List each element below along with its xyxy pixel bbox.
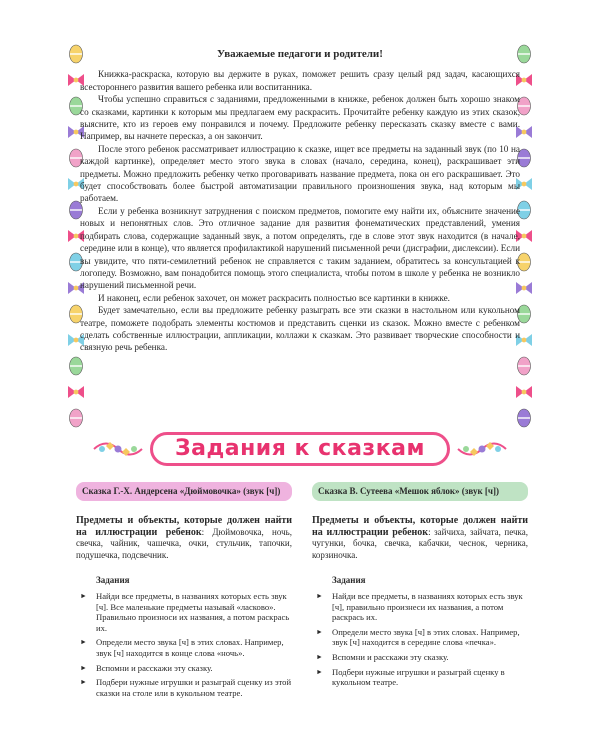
bullet-arrow-icon: ► xyxy=(316,652,323,661)
bow-icon xyxy=(516,386,532,398)
objects-list: : зайчиха, зайчата, печка, чугунки, бочка, свечка, кабачки, чеснок, черника, корзиночка. xyxy=(312,526,528,560)
story-column-right xyxy=(312,482,528,692)
tasks-title: Задания xyxy=(96,575,130,586)
story-heading: Сказка В. Сутеева «Мешок яблок» (звук [ч]) xyxy=(312,482,528,501)
intro-title: Уважаемые педагоги и родители! xyxy=(217,48,383,60)
objects-lead: Предметы и объекты, которые должен найти на иллюстрации ребенок xyxy=(76,515,292,538)
task-item: ► Подбери нужные игрушки и разыграй сценку из этой сказки на столе или в кукольном театре. xyxy=(80,677,292,698)
objects-paragraph xyxy=(76,515,292,561)
task-item: ► Определи место звука [ч] в этих словах. Например, звук [ч] находится в конце слова «ночь». xyxy=(80,637,284,658)
task-item: ► Вспомни и расскажи эту сказку. xyxy=(80,662,213,673)
bullet-arrow-icon: ► xyxy=(80,638,87,647)
tasks-list xyxy=(76,591,292,698)
intro-paragraph: После этого ребенок рассматривает иллюстрацию к сказке, ищет все предметы на заданный звук (по 10 на каждой картинке), определяет место этого звука в словах (начало, середина, конец), раскрашивает эти предметы. Можно предложить ребенку четко проговаривать название предмета, пока он его раскрашивает. Это будет способствовать более быстрой автоматизации правильного произношения звука, над которым мы работаем. xyxy=(80,143,520,204)
right-flourish-icon xyxy=(456,436,508,462)
objects-paragraph xyxy=(312,515,528,561)
easter-egg-icon xyxy=(518,357,531,375)
intro-paragraph: Чтобы успешно справиться с заданиями, предложенными в книжке, ребенок должен быть хорошо знаком со сказками, картинки к которым мы предлагаем ему раскрасить. Прочитайте ребенку каждую из этих сказок, выясните, кто из героев ему понравился и почему. Предложите ребенку пересказать сказку вместе с вами. Например, вы начнете пересказ, а он закончит. xyxy=(80,94,520,142)
task-item: ► Определи место звука [ч] в этих словах. Например, звук [ч] находится в середине слова «печка». xyxy=(316,626,520,648)
bullet-arrow-icon: ► xyxy=(316,591,323,600)
left-flourish-icon xyxy=(92,436,144,462)
bullet-arrow-icon: ► xyxy=(316,667,323,676)
bullet-arrow-icon: ► xyxy=(80,663,87,672)
task-item: ► Вспомни и расскажи эту сказку. xyxy=(316,651,449,662)
bullet-arrow-icon: ► xyxy=(316,627,323,636)
story-column-left xyxy=(76,482,292,702)
section-banner xyxy=(90,430,510,468)
easter-egg-icon xyxy=(518,409,531,427)
easter-egg-icon xyxy=(70,357,83,375)
intro-paragraph: Если у ребенка возникнут затруднения с поиском предметов, помогите ему найти их, объясните значение новых и непонятных слов. Это отличное задание для развития фонематических представлений, умения подбирать слова, содержащие заданный звук, а потом определять, где в слове этот звук находится (в начале, середине или в конце), что является профилактикой нарушений письменной речи (дисграфии, дислексии). Если вы увидите, что пяти-семилетний ребенок не справляется с таким заданием, обратитесь за консультацией к логопеду. Возможно, вам понадобится помощь этого специалиста, чтобы потом в школе у ребенка не возникло нарушений письменной речи. xyxy=(80,205,520,291)
task-item: ► Найди все предметы, в названиях которых есть звук [ч], правильно произнеси их названия, а потом раскрась их. xyxy=(316,590,523,623)
tasks-title: Задания xyxy=(332,575,366,586)
tasks-list xyxy=(312,591,528,688)
intro-paragraph: Книжка-раскраска, которую вы держите в руках, поможет решить сразу целый ряд задач, касающихся всестороннего развития вашего ребенка или воспитанника. xyxy=(80,69,520,92)
intro-paragraph: Будет замечательно, если вы предложите ребенку разыграть все эти сказки в настольном или кукольном театре, поможете подобрать элементы костюмов и представить сценки из сказок. Можно вместе с ребенком сделать собственные иллюстрации, аппликации, коллажи к сказкам. Это развивает творческие способности и связную речь ребенка. xyxy=(80,305,520,353)
bow-icon xyxy=(68,386,84,398)
task-item: ► Найди все предметы, в названиях которых есть звук [ч]. Все маленькие предметы называй «ласково». Правильно произноси их названия, а потом раскрась их. xyxy=(80,590,290,633)
easter-egg-icon xyxy=(70,409,83,427)
task-item: ► Подбери нужные игрушки и разыграй сценку в кукольном театре. xyxy=(316,666,505,688)
story-heading: Сказка Г.-Х. Андерсена «Дюймовочка» (звук [ч]) xyxy=(76,482,292,501)
objects-lead: Предметы и объекты, которые должен найти на иллюстрации ребенок xyxy=(312,515,528,538)
bullet-arrow-icon: ► xyxy=(80,678,87,687)
intro-letter xyxy=(80,48,520,354)
bullet-arrow-icon: ► xyxy=(80,591,87,600)
intro-paragraph: И наконец, если ребенок захочет, он может раскрасить полностью все картинки в книжке. xyxy=(98,292,450,303)
banner-title: Задания к сказкам xyxy=(175,436,425,461)
objects-list: : Дюймовочка, ночь, свечка, чайник, чашечка, очки, стульчик, тапочки, подушечка, подсвечник. xyxy=(76,526,292,560)
